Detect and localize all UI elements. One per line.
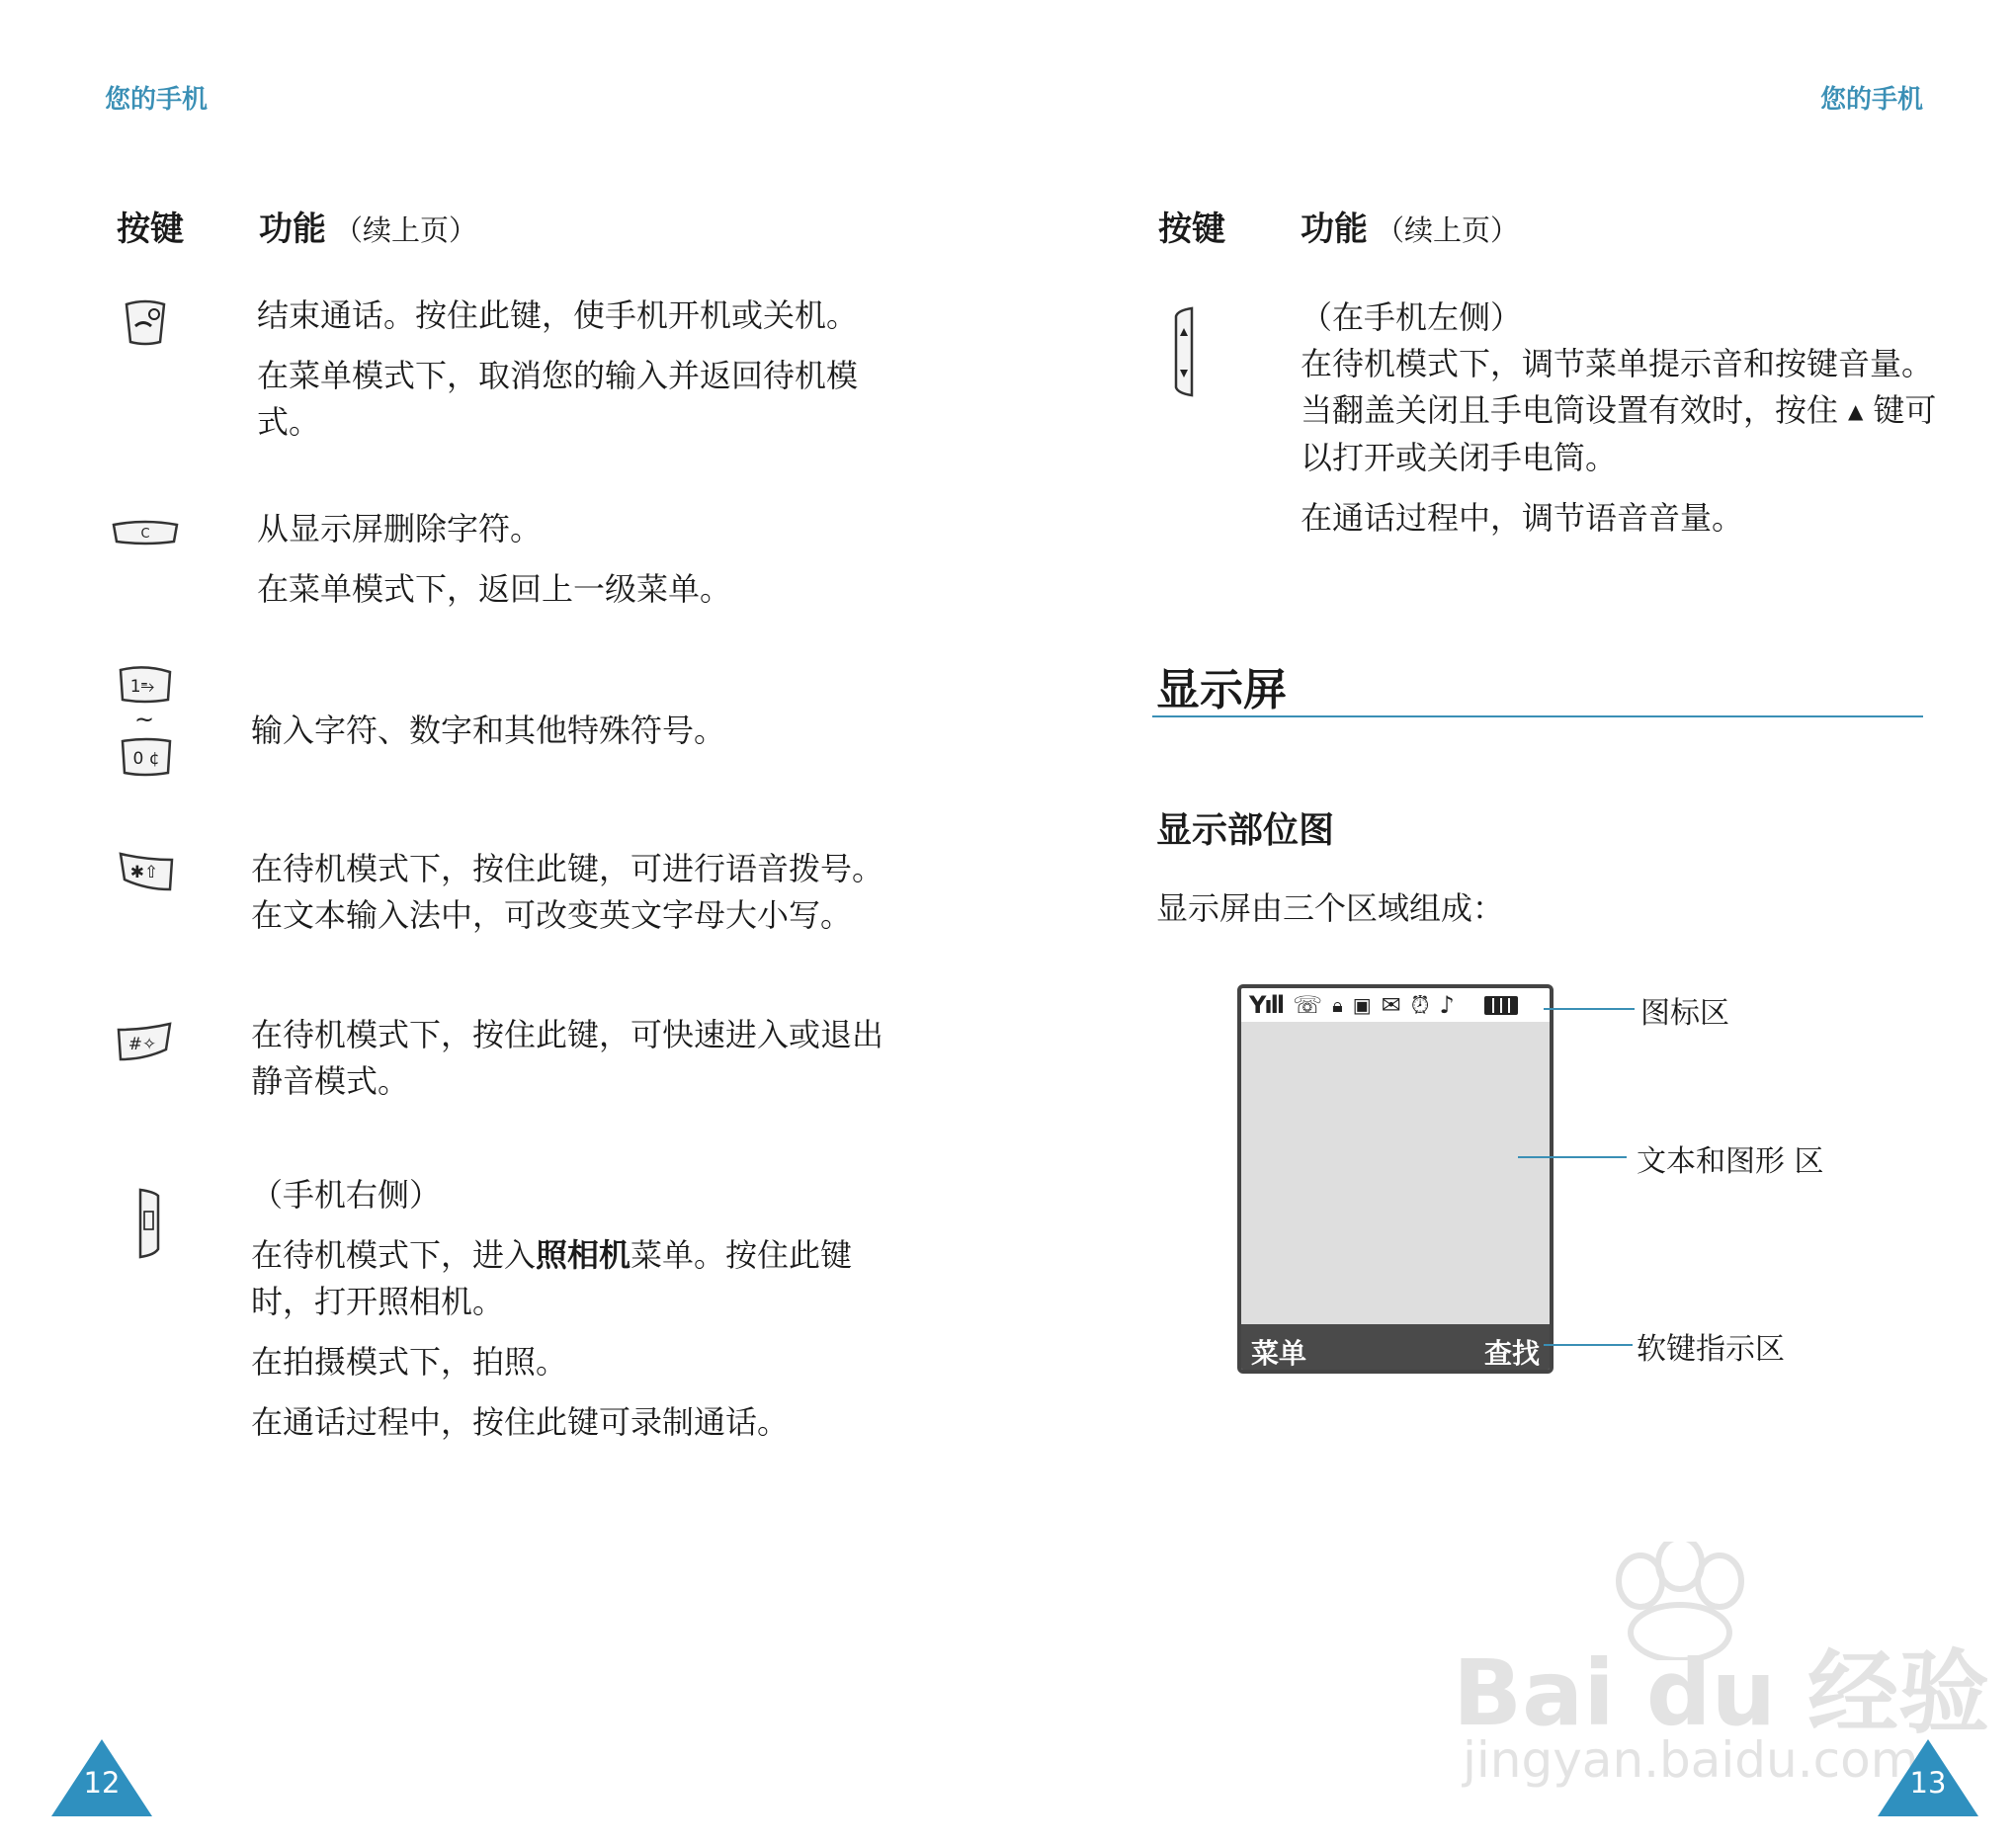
callout-line-text <box>1518 1156 1627 1158</box>
right-col-func-header <box>1301 202 1519 250</box>
lock-icon: 🔒︎ <box>1332 993 1343 1017</box>
left-item-4-line-1: 在待机模式下，按住此键，可进行语音拨号。 <box>251 850 884 887</box>
svg-text:#✧: #✧ <box>127 1035 157 1054</box>
svg-text:✱⇧: ✱⇧ <box>129 863 159 882</box>
left-col-func-header <box>259 202 477 250</box>
left-item-1-line-1: 结束通话。按住此键，使手机开机或关机。 <box>257 296 859 334</box>
svg-text:~: ~ <box>133 706 155 733</box>
status-icon-bar <box>1241 988 1550 1022</box>
callout-label-text: 文本和图形 区 <box>1637 1144 1824 1179</box>
page-number-right: 13 <box>1909 1766 1947 1800</box>
display-diagram <box>1237 984 1554 1374</box>
signal-icon: Yıll <box>1249 991 1284 1019</box>
subsection-title: 显示部位图 <box>1156 810 1335 851</box>
left-item-2-line-1: 从显示屏删除字符。 <box>257 510 543 547</box>
left-item-6-side: （手机右侧） <box>251 1176 442 1214</box>
right-volume-text <box>1301 294 1953 555</box>
svg-text:C: C <box>140 527 150 542</box>
left-item-2-text <box>257 506 889 627</box>
clear-key-icon <box>111 520 180 549</box>
alarm-icon: ⏰︎ <box>1410 991 1430 1019</box>
left-col-func-label: 功能 <box>259 210 326 249</box>
section-title: 显示屏 <box>1156 665 1287 715</box>
right-volume-line-1: 在待机模式下，调节菜单提示音和按键音量。 <box>1301 345 1934 382</box>
camera-menu-name: 照相机 <box>536 1236 631 1274</box>
right-volume-line-2-post: 键可以打开或关闭手电筒。 <box>1301 391 1937 476</box>
callout-line-icons <box>1544 1008 1635 1010</box>
left-item-1-line-2: 在菜单模式下，取消您的输入并返回待机模式。 <box>257 357 859 441</box>
right-col-func-label: 功能 <box>1301 210 1368 249</box>
left-col-cont-label: （续上页） <box>334 213 478 247</box>
left-item-4-line-2: 在文本输入法中，可改变英文字母大小写。 <box>251 896 853 934</box>
svg-text:1⥱: 1⥱ <box>129 677 155 697</box>
callout-line-softkeys <box>1544 1344 1633 1346</box>
softkey-left-label: 菜单 <box>1251 1337 1307 1370</box>
right-volume-line-3: 在通话过程中，调节语音音量。 <box>1301 499 1744 537</box>
left-item-6-post: 菜单。按住此键时，打开照相机。 <box>251 1236 853 1320</box>
right-volume-line-2-pre: 当翻盖关闭且手电筒设置有效时，按住 <box>1301 391 1839 429</box>
softkey-bar <box>1241 1324 1550 1370</box>
section-rule <box>1152 715 1923 717</box>
number-keys-icon <box>117 664 176 783</box>
right-volume-line-2 <box>1301 387 1953 481</box>
left-item-3-line-1: 输入字符、数字和其他特殊符号。 <box>251 712 726 749</box>
envelope-icon: ✉ <box>1381 991 1401 1019</box>
left-item-2-line-2: 在菜单模式下，返回上一级菜单。 <box>257 570 732 608</box>
volume-key-icon <box>1170 304 1200 403</box>
running-header-left: 您的手机 <box>105 85 209 115</box>
svg-text:0 ¢: 0 ¢ <box>132 749 160 769</box>
left-item-6-pre: 在待机模式下，进入 <box>251 1236 537 1274</box>
hash-key-icon <box>115 1020 174 1067</box>
battery-icon <box>1484 996 1518 1015</box>
left-item-6-text <box>251 1172 883 1460</box>
running-header-right: 您的手机 <box>1820 85 1924 115</box>
left-item-6-line-3: 在拍摄模式下，拍照。 <box>251 1343 568 1381</box>
right-volume-side: （在手机左侧） <box>1301 298 1523 336</box>
left-item-4-text <box>251 846 903 953</box>
left-item-6-line-4: 在通话过程中，按住此键可录制通话。 <box>251 1403 790 1441</box>
up-arrow-icon: ▲ <box>1848 399 1864 423</box>
camera-key-icon <box>134 1186 164 1263</box>
music-icon: ♪ <box>1439 991 1455 1019</box>
callout-label-softkeys: 软键指示区 <box>1637 1332 1785 1367</box>
right-col-key-header: 按键 <box>1158 210 1225 249</box>
left-col-key-header: 按键 <box>117 210 184 249</box>
call-icon: ☏ <box>1293 991 1323 1019</box>
softkey-right-label: 查找 <box>1483 1337 1540 1370</box>
watermark-logo-text: Bai du 经验 <box>1453 1640 1990 1746</box>
left-item-5-text <box>251 1012 883 1119</box>
left-item-5-line-1: 在待机模式下，按住此键，可快速进入或退出静音模式。 <box>251 1016 884 1100</box>
left-item-1-text <box>257 293 889 460</box>
left-item-6-camera-line <box>251 1232 883 1325</box>
display-intro: 显示屏由三个区域组成： <box>1156 889 1505 927</box>
page-number-left: 12 <box>83 1766 121 1800</box>
left-item-3-text <box>251 708 883 768</box>
star-key-icon <box>117 850 176 897</box>
watermark-url: jingyan.baidu.com <box>1463 1731 1919 1789</box>
callout-label-icons: 图标区 <box>1640 996 1729 1031</box>
end-key-icon <box>121 296 170 352</box>
right-col-cont-label: （续上页） <box>1376 213 1520 247</box>
message-icon: ▣ <box>1352 993 1372 1017</box>
